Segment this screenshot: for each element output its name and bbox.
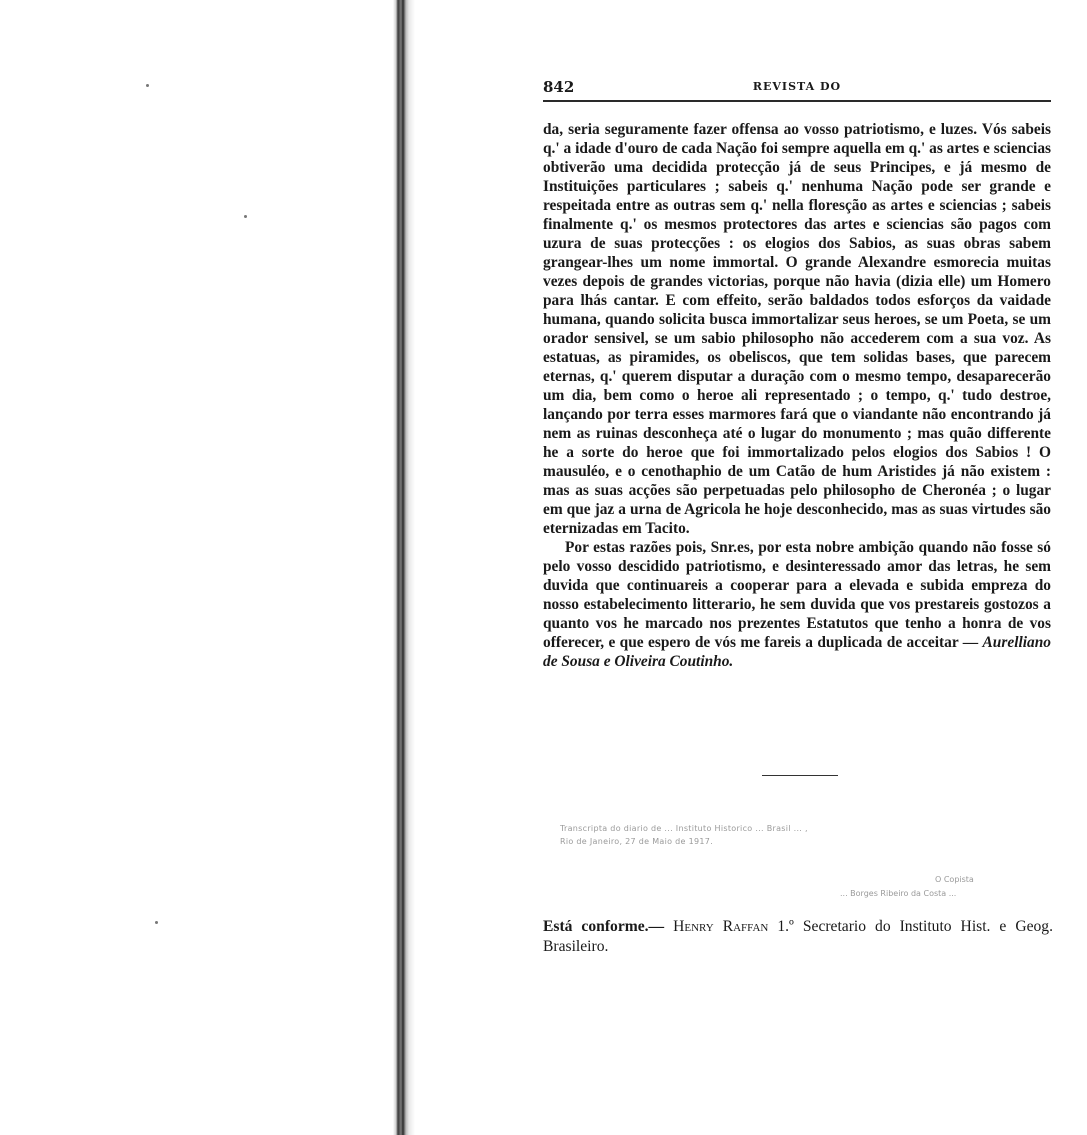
- page-header: [543, 78, 1051, 102]
- scan-speck: [244, 215, 247, 218]
- main-text: [543, 120, 1051, 671]
- secretary-name: Henry Raffan: [673, 918, 769, 935]
- copist-name: ... Borges Ribeiro da Costa ...: [840, 889, 957, 898]
- book-gutter: [393, 0, 415, 1135]
- transcript-line: Rio de Janeiro, 27 de Maio de 1917.: [560, 837, 714, 846]
- paragraph: [543, 538, 1051, 671]
- conformity-statement: [543, 917, 1053, 957]
- scan-speck: [155, 921, 158, 924]
- conformity-text: 1.º Secretario do Instituto Hist. e Geog. Brasileiro.: [543, 918, 1053, 955]
- running-head: REVISTA DO: [752, 80, 842, 93]
- paragraph: da, seria seguramente fazer offensa ao vosso patriotismo, e luzes. Vós sabeis q.' a idade d'ouro de cada Nação foi sempre aquella em q.' as artes e sciencias obtiverão uma decidida protecção já de seus Principes, e já mesmo de Instituições particulares ; sabeis q.' nenhuma Nação pode ser grande e respeitada entre as outras sem q.' nella floresção as artes e sciencias ; sabeis finalmente q.' os mesmos protectores das artes e sciencias são pagos com uzura de suas protecções : os elogios dos Sabios, as suas obras sabem grangear-lhes um nome immortal. O grande Alexandre esmorecia muitas vezes depois de grandes victorias, porque não havia (dizia elle) um Homero para lhás cantar. E com effeito, serão baldados todos esforços da vaidade humana, quando solicita busca immortalizar seus heroes, se um Poeta, se um orador sensivel, se um sabio philosopho não accederem com a sua voz. As estatuas, as piramides, os obeliscos, que tem solidas bases, que parecem eternas, q.' querem disputar a duração com o mesmo tempo, desaparecerão um dia, bem como o heroe ali representado ; o tempo, q.' tudo destroe, lançando por terra esses marmores fará que o viandante não encontrando já nem as ruinas desconheça até o lugar do monumento ; mas quão differente he a sorte do heroe que foi immortalizado pelos elogios dos Sabios ! O mausuléo, e o cenothaphio de um Catão de hum Aristides já não existem : mas as suas acções são perpetuadas pelo philosopho de Cheronéa ; o lugar em que jaz a urna de Agricola he hoje desconhecido, mas as suas virtudes são eternizadas em Tacito.: [543, 121, 1051, 537]
- conformity-lead: Está conforme.—: [543, 918, 665, 935]
- transcript-note: [560, 822, 1030, 848]
- copist-title: O Copista: [935, 875, 974, 884]
- scan-speck: [146, 84, 149, 87]
- paragraph-text: Por estas razões pois, Snr.es, por esta nobre ambição quando não fosse só pelo vosso descidido patriotismo, e desinteressado amor das letras, he sem duvida que continuareis a cooperar para a elevada e subida empreza do nosso estabelecimento litterario, he sem duvida que vos prestareis gostozos a quanto vos he marcado nos prezentes Estatutos que tenho a honra de vos offerecer, e que espero de vós me fareis a duplicada de acceitar —: [543, 539, 1051, 651]
- transcript-line: Transcripta do diario de ... Instituto Historico ... Brasil ... ,: [560, 824, 808, 833]
- page-number: 842: [543, 78, 575, 96]
- section-divider: [762, 775, 838, 776]
- signature: Aurelliano de Sousa e Oliveira Coutinho.: [543, 634, 1051, 670]
